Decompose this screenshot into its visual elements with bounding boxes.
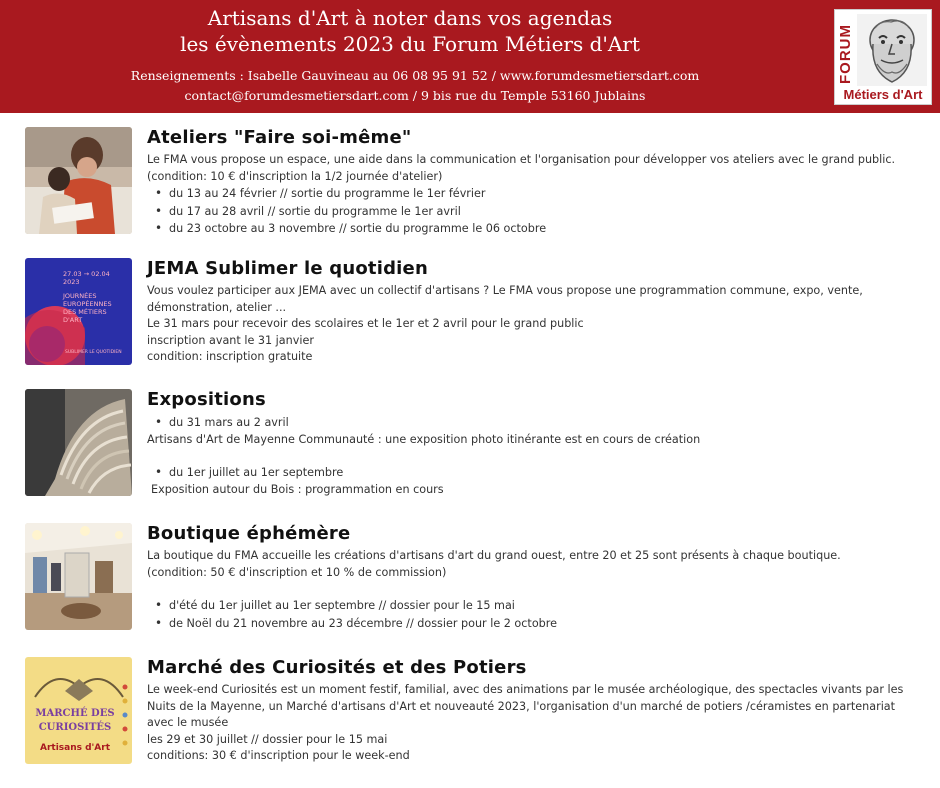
event-text: Le FMA vous propose un espace, une aide dans la communication et l'organisation pour développer vos ateliers avec le grand public. bbox=[147, 153, 896, 166]
header-title-line2: les évènements 2023 du Forum Métiers d'Art bbox=[180, 32, 640, 56]
jema-poster bbox=[25, 258, 132, 365]
event-title: Expositions bbox=[147, 389, 266, 410]
event-text: Exposition autour du Bois : programmation en cours bbox=[151, 482, 444, 496]
marche-poster bbox=[25, 657, 132, 764]
event-title: Ateliers "Faire soi-même" bbox=[147, 127, 412, 148]
jema-poster-text: DES MÉTIERS bbox=[63, 308, 107, 316]
logo-subtitle: Métiers d'Art bbox=[843, 87, 923, 102]
jema-poster-dates: 27.03 → 02.04 bbox=[63, 270, 110, 278]
ateliers-photo bbox=[25, 127, 132, 234]
boutique-content bbox=[147, 523, 917, 632]
event-bullet: • du 31 mars au 2 avril bbox=[147, 414, 917, 432]
event-text: (condition: 10 € d'inscription la 1/2 journée d'atelier) bbox=[147, 169, 443, 183]
event-bullet: • de Noël du 21 novembre au 23 décembre // dossier pour le 2 octobre bbox=[147, 615, 917, 633]
event-bullet: • d'été du 1er juillet au 1er septembre // dossier pour le 15 mai bbox=[147, 597, 917, 615]
event-text: condition: inscription gratuite bbox=[147, 350, 313, 363]
event-text: Nuits de la Mayenne, un Marché d'artisans d'Art et nouveauté 2023, l'organisation d'un marché de potiers /céramistes en partenariat bbox=[147, 699, 896, 713]
header-contact-line2: contact@forumdesmetiersdart.com / 9 bis rue du Temple 53160 Jublains bbox=[184, 88, 646, 103]
event-text: les 29 et 30 juillet // dossier pour le 15 mai bbox=[147, 732, 388, 746]
event-title: Marché des Curiosités et des Potiers bbox=[147, 657, 527, 678]
event-text: avec le musée bbox=[147, 716, 229, 729]
jema-content bbox=[147, 258, 917, 366]
logo-word: FORUM bbox=[837, 24, 854, 84]
ateliers-content bbox=[147, 127, 917, 238]
event-bullet: • du 1er juillet au 1er septembre bbox=[147, 464, 917, 482]
jema-poster-footer: SUBLIMER LE QUOTIDIEN bbox=[65, 350, 122, 355]
boutique-photo bbox=[25, 523, 132, 630]
marche-poster-line2: CURIOSITÉS bbox=[38, 722, 112, 733]
header-banner bbox=[0, 0, 940, 113]
marche-poster-line1: MARCHÉ DES bbox=[35, 708, 115, 719]
event-text: démonstration, atelier ... bbox=[147, 300, 287, 314]
expositions-content bbox=[147, 389, 917, 498]
marche-content bbox=[147, 657, 917, 765]
event-text: Artisans d'Art de Mayenne Communauté : une exposition photo itinérante est en cours de création bbox=[147, 432, 701, 446]
forum-logo bbox=[834, 9, 932, 105]
event-text: conditions: 30 € d'inscription pour le week-end bbox=[147, 749, 410, 762]
logo-face-icon bbox=[857, 14, 927, 86]
header-title-line1: Artisans d'Art à noter dans vos agendas bbox=[207, 6, 613, 30]
expositions-photo bbox=[25, 389, 132, 496]
event-text: La boutique du FMA accueille les créations d'artisans d'art du grand ouest, entre 20 et 25 sont présents à chaque boutique. bbox=[147, 549, 841, 562]
event-text: Vous voulez participer aux JEMA avec un collectif d'artisans ? Le FMA vous propose une programmation commune, expo, vente, bbox=[147, 284, 863, 297]
event-bullet: • du 13 au 24 février // sortie du programme le 1er février bbox=[147, 185, 917, 203]
event-bullet: • du 17 au 28 avril // sortie du programme le 1er avril bbox=[147, 203, 917, 221]
jema-poster-text: JOURNÉES bbox=[63, 292, 97, 300]
marche-poster-line3: Artisans d'Art bbox=[39, 743, 111, 753]
jema-poster-year: 2023 bbox=[63, 278, 80, 286]
event-text: Le 31 mars pour recevoir des scolaires et le 1er et 2 avril pour le grand public bbox=[147, 317, 584, 330]
jema-poster-text: D'ART bbox=[63, 316, 83, 324]
event-text: inscription avant le 31 janvier bbox=[147, 333, 314, 347]
jema-poster-text: EUROPÉENNES bbox=[63, 300, 112, 308]
event-title: Boutique éphémère bbox=[147, 523, 351, 544]
event-title: JEMA Sublimer le quotidien bbox=[147, 258, 428, 279]
event-bullet: • du 23 octobre au 3 novembre // sortie du programme le 06 octobre bbox=[147, 220, 917, 238]
event-text: Le week-end Curiosités est un moment festif, familial, avec des animations par le musée archéologique, des spectacles vivants par les bbox=[147, 683, 904, 696]
header-contact-line1: Renseignements : Isabelle Gauvineau au 06 08 95 91 52 / www.forumdesmetiersdart.com bbox=[130, 68, 700, 83]
event-text: (condition: 50 € d'inscription et 10 % de commission) bbox=[147, 565, 447, 579]
